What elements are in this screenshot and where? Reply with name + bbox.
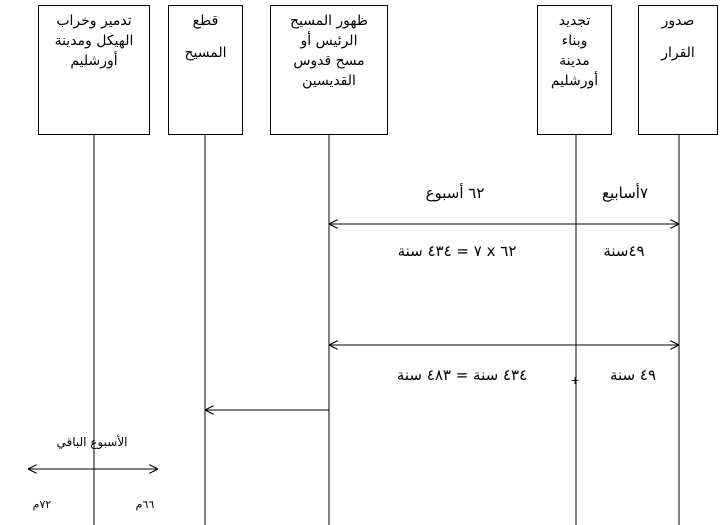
rebuild-line-3: مدينة — [559, 53, 590, 69]
rebuild-box — [537, 5, 612, 135]
plus-marker: + — [570, 374, 580, 387]
destruction-line-1: تدمير وخراب — [56, 13, 132, 29]
rebuild-line-1: تجديد — [558, 13, 591, 29]
destruction-line-3: أورشليم — [70, 53, 118, 69]
appearance-box — [270, 5, 388, 135]
calc-483-label: ٤٣٤ سنة = ٤٨٣ سنة — [396, 366, 528, 384]
remaining-week-label: الأسبوع الباقي — [56, 435, 128, 449]
cutoff-line-1: قطع — [192, 13, 219, 29]
weeks-7-label: ٧أسابيع — [601, 184, 649, 202]
cutoff-box — [168, 5, 243, 135]
rebuild-line-4: أورشليم — [550, 73, 599, 89]
year-66-label: ٦٦م — [135, 498, 155, 511]
year-72-label: ٧٢م — [32, 498, 52, 511]
decree-line-2: القرار — [661, 45, 695, 61]
years-49-label-a: ٤٩سنة — [603, 242, 645, 260]
destruction-box — [38, 5, 150, 135]
cutoff-line-2: المسيح — [184, 45, 227, 61]
appearance-line-4: القديسين — [302, 73, 356, 89]
destruction-line-2: الهيكل ومدينة — [54, 33, 134, 49]
weeks-62-label: ٦٢ أسبوع — [425, 184, 485, 202]
appearance-line-1: ظهور المسيح — [289, 13, 369, 29]
appearance-line-3: مسح قدوس — [293, 53, 365, 69]
rebuild-line-2: وبناء — [561, 33, 588, 49]
years-49-label-b: ٤٩ سنة — [609, 366, 657, 384]
calc-434-label: ٦٢ x ٧ = ٤٣٤ سنة — [397, 242, 517, 260]
appearance-line-2: الرئيس أو — [300, 33, 358, 49]
decree-line-1: صدور — [661, 13, 695, 29]
decree-box — [638, 5, 718, 135]
